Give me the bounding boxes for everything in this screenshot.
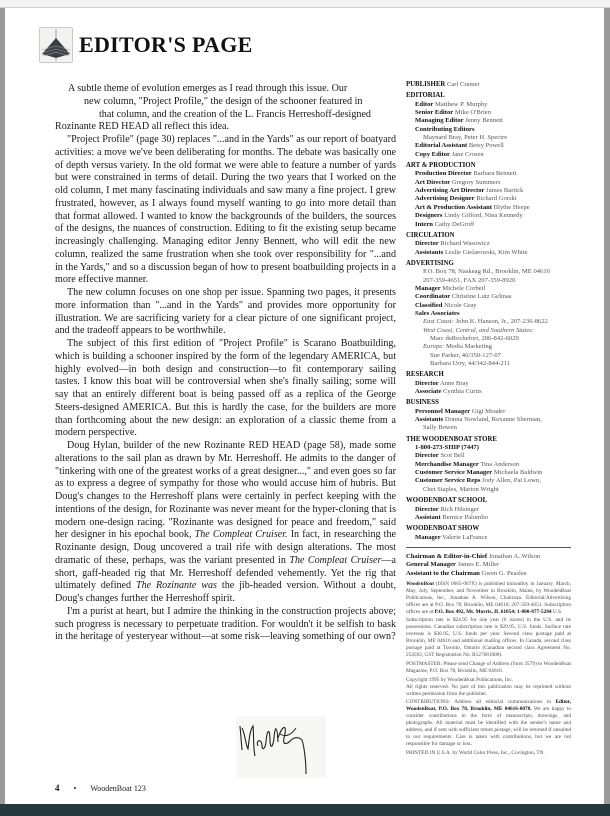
masthead-name: Donna Nowland, Roxanne Sherman, xyxy=(444,416,542,424)
page-folio xyxy=(55,783,146,793)
masthead-section-heading: ADVERTISING xyxy=(406,259,454,267)
subscription-rates: Subscription rate is $24.95 for one year (6 issues) in the U.S. and its possessions. Canadian subscription rate is $29.95, U.S. funds. Surface rate overseas is $36.95, U.S. funds per year. Second class postage paid at Brooklin, ME 04616 and additional mailing offices. In Canada, second class postage paid at Toronto, Ontario (Canadian second class Agreement No. 254592, GST Registration No. R127081008). xyxy=(406,617,571,658)
viewer-scrollbar[interactable] xyxy=(604,8,610,804)
rights-notice: All rights reserved. No part of this publication may be reprinted without written permission from the publisher. xyxy=(406,683,571,697)
masthead-role: Classified xyxy=(415,301,443,309)
viewer-top-bar xyxy=(0,0,610,8)
book-title: The Compleat Cruiser xyxy=(289,554,382,566)
contributions-lead: CONTRIBUTIONS: Address all editorial communications to xyxy=(406,699,556,706)
masthead-name: Nicole Gray xyxy=(444,301,477,309)
masthead-role: Senior Editor xyxy=(415,109,454,117)
masthead-section-heading: CIRCULATION xyxy=(406,231,455,239)
boat-name: The Rozinante was xyxy=(135,580,217,592)
masthead-entry xyxy=(406,444,571,452)
masthead-role: Assistants xyxy=(415,248,444,256)
printed-notice: PRINTED IN U.S.A. by World Color Press, Inc., Covington, TN. xyxy=(406,749,545,756)
masthead-section-heading: THE WOODENBOAT STORE xyxy=(406,435,497,443)
masthead-detail: Chet Staples, Marion Wright xyxy=(423,485,499,493)
masthead-section xyxy=(406,399,571,432)
masthead-entry xyxy=(406,126,571,134)
masthead-role: General Manager xyxy=(406,561,456,569)
masthead-section-heading: ART & PRODUCTION xyxy=(406,162,476,170)
publication-name: WoodenBoat xyxy=(406,580,434,587)
masthead-detail: Maynard Bray, Peter H. Spectre xyxy=(423,134,508,142)
masthead-role: Manager xyxy=(415,533,441,541)
masthead-role: Director xyxy=(415,240,439,248)
masthead-entry xyxy=(406,187,571,195)
masthead-name: Blythe Heepe xyxy=(493,203,530,211)
masthead-section xyxy=(406,232,571,257)
masthead-role: Designers xyxy=(415,212,443,220)
contributions-address: Editor, WoodenBoat, P.O. Box 78, Brooklin, ME 04616-0078. xyxy=(406,699,571,713)
masthead-role: Chairman & Editor-in-Chief xyxy=(406,552,488,560)
masthead-role: Coordinator xyxy=(415,293,451,301)
masthead-role: Managing Editor xyxy=(415,117,464,125)
publication-statement xyxy=(406,581,571,616)
masthead-detail: P.O. Box 78, Naskeag Rd., Brooklin, ME 04616 xyxy=(423,268,550,276)
intro-line: that column, and the creation of the L. Francis Herreshoff-designed xyxy=(99,108,371,120)
masthead-sections xyxy=(406,92,571,542)
masthead-role: Assistant to the Chairman xyxy=(406,569,480,577)
masthead-entry xyxy=(406,477,571,485)
masthead-entry xyxy=(406,221,571,229)
article-paragraph xyxy=(55,440,396,606)
closing-paragraph: I'm a purist at heart, but I admire the thinking in the construction projects above; such progress is necessary to perpetuate tradition. For wouldn't it be selfish to bask in the heritage of yesteryear without—at some risk—leaving something of our own? xyxy=(55,605,396,643)
masthead-name: Leslie Gielarowski, Kim White xyxy=(444,248,528,256)
masthead-role: Director xyxy=(415,505,439,513)
masthead-entry xyxy=(406,534,571,542)
intro-line: A subtle theme of evolution emerges as I read through this issue. Our xyxy=(68,83,348,94)
masthead-entry xyxy=(406,240,571,248)
masthead-section xyxy=(406,525,571,542)
masthead-entry xyxy=(406,380,571,388)
text-run: In fact, in researching the Rozinante design, Doug uncovered a trail rife with design alterations. The most dramatic of these, perhaps, was the variant presented in xyxy=(55,529,397,566)
region-label: Europe: xyxy=(423,343,445,351)
contributions-body: We are happy to consider contributions in the form of manuscripts, drawings, and photographs. All material must be identified with the sender's name and address, and if sent with sufficient return postage, will be returned if unsuited to our requirements. Care is taken with contributions, but we are not responsible for damage or loss. xyxy=(406,706,571,747)
masthead xyxy=(406,81,571,759)
masthead-name: Richard Gorski xyxy=(476,195,517,203)
masthead-role: Director xyxy=(415,379,439,387)
masthead-name: Gwen G. Peaslee xyxy=(481,569,527,577)
masthead-role: Editorial Assistant xyxy=(415,142,468,150)
masthead-entry xyxy=(406,117,571,125)
intro-line: Rozinante RED HEAD all reflect this idea. xyxy=(55,121,230,133)
masthead-name: Richard Wasowicz xyxy=(440,240,490,248)
masthead-detail: Barbara Urry, 44/342-844-211 xyxy=(430,360,511,367)
masthead-name: Bernice Palumbo xyxy=(442,513,488,521)
masthead-section-heading: RESEARCH xyxy=(406,371,444,379)
region-label: West Coast, Central, and Southern States: xyxy=(423,326,534,334)
masthead-entry xyxy=(406,195,571,203)
masthead-name: Cathy DeGroff xyxy=(434,220,475,228)
masthead-section xyxy=(406,260,571,368)
masthead-section-heading: BUSINESS xyxy=(406,399,439,407)
contributions-notice xyxy=(406,699,571,747)
subscription-address: P.O. Box 492, Mt. Morris, IL 61054; 1-800-877-5284 xyxy=(434,608,552,615)
masthead-entry xyxy=(406,151,571,159)
masthead-name: Scot Bell xyxy=(440,452,465,460)
masthead-entry xyxy=(406,302,571,310)
folio-separator: • xyxy=(73,783,77,793)
text-run: the jib-headed version. Without a doubt, Doug's changes further the Herreshoff spirit. xyxy=(55,580,397,604)
masthead-detail xyxy=(406,343,571,351)
masthead-name: Jonathan A. Wilson xyxy=(488,552,541,560)
masthead-entry xyxy=(406,212,571,220)
masthead-section-heading: WOODENBOAT SCHOOL xyxy=(406,497,488,505)
masthead-name: James Bartick xyxy=(486,187,524,195)
masthead-name: Rich Hilsinger xyxy=(440,505,479,513)
masthead-role: Art Director xyxy=(415,178,451,186)
masthead-role: Assistants xyxy=(415,416,444,424)
masthead-role: Copy Editor xyxy=(415,150,450,158)
masthead-role: Intern xyxy=(415,220,433,228)
editor-signature xyxy=(236,716,326,778)
masthead-name: Carl Cramer xyxy=(446,81,480,88)
publication-info: (ISSN 0005-067X) is published bimonthly in January, March, May, July, September, and November in Brooklin, Maine, by WoodenBoat Publications, Inc., Jonathan A. Wilson, Chairman. Editorial/Advertising offices are at P.O. Box 78, Brooklin, ME 04616; 207-359-4651. Subscription offices are at xyxy=(406,580,571,615)
text-run: Doug Hylan, builder of the new Rozinante RED HEAD (page 58), made some alterations to the sail plan as drawn by Mr. Herreshoff. He admits to the danger of "tinkering with one of the greatest works of a great designer...," and even goes so far as to express a degree of sympathy for those who would accuse him of hubris. But Doug's changes to the Herreshoff plans were certainly in perfect keeping with the intentions of the design, for Rozinante was never meant for the hyper-cloning that is modern one-design racing. "Rozinante was designed for peace and freedom," said her designer in his epochal book, xyxy=(55,440,396,541)
book-title: The Compleat Cruiser. xyxy=(194,529,288,541)
masthead-entry xyxy=(406,461,571,469)
masthead-entry xyxy=(406,204,571,212)
masthead-section-heading: EDITORIAL xyxy=(406,92,445,100)
masthead-name: Matthew P. Murphy xyxy=(434,100,488,108)
masthead-name: Valerie LaFrance xyxy=(442,533,488,541)
article-paragraph: The new column focuses on one shop per issue. Spanning two pages, it presents more information than "...and in the Yards" and provides more opportunity for illustration. We are sacrificing variety for a clear picture of one significant project, and the tradeoff appears to be worthwhile. xyxy=(55,287,396,337)
executive-entry xyxy=(406,553,571,561)
masthead-detail: Sue Parker, 46/350-127-07 xyxy=(430,351,501,359)
postmaster-notice: POSTMASTER: Please send Change of Address (form 3579) to WoodenBoat Magazine, P.O. Box 78, Brooklin, ME 04616. xyxy=(406,660,571,674)
masthead-detail xyxy=(406,318,571,326)
masthead-role: Sales Associates xyxy=(415,309,460,317)
masthead-section xyxy=(406,371,571,396)
masthead-role: Art & Production Assistant xyxy=(415,203,492,211)
masthead-name: Jody Allen, Pat Lown, xyxy=(482,477,541,485)
masthead-name: Michaela Baldwin xyxy=(493,469,543,477)
masthead-entry xyxy=(406,469,571,477)
masthead-detail-text: Media Marketing xyxy=(444,343,492,351)
masthead-detail xyxy=(406,327,571,335)
masthead-divider xyxy=(406,547,571,548)
masthead-entry xyxy=(406,285,571,293)
masthead-section-heading: WOODENBOAT SHOW xyxy=(406,525,480,533)
masthead-publisher xyxy=(406,81,571,89)
masthead-name: Gigi Meader xyxy=(471,407,506,415)
masthead-role: Advertising Designer xyxy=(415,195,475,203)
article-paragraph: The subject of this first edition of "Project Profile" is Scarano Boatbuilding, which is building a schooner inspired by the form of the legendary AMERICA, but highly evolved—in both design and construction—to fit contemporary sailing tastes. I know this boat will be controversial when she's finally sailing; some will say that an entirely different boat is being passed off as a replica of the George Steers-designed AMERICA. But this is hardly the case, for the builders are more than forthcoming about the new design: an exploration of a classic theme from a modern perspective. xyxy=(55,338,396,439)
masthead-section xyxy=(406,162,571,229)
region-label: East Coast: xyxy=(423,318,454,326)
copyright-notice: Copyright 1995 by WoodenBoat Publications, Inc. xyxy=(406,676,514,683)
masthead-entry xyxy=(406,408,571,416)
masthead-name: Tina Anderson xyxy=(480,460,520,468)
masthead-name: Jenny Bennett xyxy=(465,117,503,125)
masthead-role: Customer Service Manager xyxy=(415,469,493,477)
masthead-role: PUBLISHER xyxy=(406,81,446,88)
masthead-name: James E. Miller xyxy=(457,561,500,569)
masthead-name: Barbara Bennett xyxy=(473,170,517,178)
article-paragraph: "Project Profile" (page 30) replaces "...and in the Yards" as our report of boatyard activities: a move we've been deliberating for months. The debate was basically one of depth versus variety. In the old format we were able to feature a number of yards but were constrained in terms of detail. During the two years that I worked on the old column, I met many fascinating individuals and saw many a fine project. I grew frustrated, however, as I always found myself wanting to go into more detail than that format allowed. I wanted to know the backgrounds of the builders, the sources of the designs, the nuances of construction. Editing to fit the existing setup became increasingly challenging. Managing editor Jenny Bennett, who will edit the new column, realized the same frustration when she took over responsibility for "...and in the Yards," and so a discussion began of how to present boatbuilding projects in a more effective manner. xyxy=(55,134,397,286)
page-title: EDITOR'S PAGE xyxy=(79,32,253,57)
masthead-section xyxy=(406,436,571,494)
viewer-left-edge xyxy=(0,8,5,804)
masthead-detail: Sally Bowen xyxy=(423,424,457,432)
woodenboat-hull-logo-icon xyxy=(39,27,73,63)
masthead-name: Mike O'Brien xyxy=(454,109,491,117)
issue-label: WoodenBoat 123 xyxy=(90,783,146,793)
masthead-role: Customer Service Reps xyxy=(415,477,481,485)
masthead-executives xyxy=(406,553,571,578)
masthead-detail: 207-359-4651, FAX 207-359-8920 xyxy=(423,276,516,284)
masthead-section xyxy=(406,92,571,159)
masthead-role: Advertising Art Director xyxy=(415,187,485,195)
masthead-entry xyxy=(406,416,571,424)
masthead-name: Gregory Summers xyxy=(451,178,501,186)
masthead-entry xyxy=(406,179,571,187)
masthead-name: Betsy Powell xyxy=(468,142,504,150)
masthead-name: Michele Corbeil xyxy=(442,284,486,292)
masthead-role: Production Director xyxy=(415,170,472,178)
masthead-role: Personnel Manager xyxy=(415,407,471,415)
masthead-role: Manager xyxy=(415,284,441,292)
masthead-entry xyxy=(406,109,571,117)
executive-entry xyxy=(406,570,571,578)
masthead-role: Assistant xyxy=(415,513,441,521)
masthead-role: Editor xyxy=(415,100,434,108)
masthead-entry xyxy=(406,142,571,150)
masthead-entry xyxy=(406,506,571,514)
masthead-role: 1-800-273-SHIP (7447) xyxy=(415,444,479,452)
masthead-entry xyxy=(406,101,571,109)
masthead-entry xyxy=(406,388,571,396)
viewer-bottom-bar xyxy=(0,804,610,816)
masthead-detail-text: John K. Hanson, Jr., 207-236-8622 xyxy=(453,318,548,326)
masthead-detail: Marc deRochefort, 206-842-6029 xyxy=(430,334,519,342)
masthead-entry xyxy=(406,170,571,178)
masthead-entry xyxy=(406,293,571,301)
masthead-entry xyxy=(406,514,571,522)
masthead-name: Anne Bray xyxy=(439,379,469,387)
page-number: 4 xyxy=(55,783,60,793)
masthead-role: Associate xyxy=(415,388,442,396)
executive-entry xyxy=(406,561,571,569)
text-run: —a short, gaff-headed rig that Mr. Herreshoff defended vehemently. Yet the rig that ultimately defined xyxy=(55,554,396,592)
masthead-name: Christine Lutz Gelinas xyxy=(451,293,512,301)
intro-paragraph xyxy=(55,83,396,134)
subscription-address-tail: U.S. xyxy=(551,608,563,615)
masthead-entry xyxy=(406,452,571,460)
intro-line: new column, "Project Profile," the design of the schooner featured in xyxy=(84,95,363,107)
masthead-role: Contributing Editors xyxy=(415,125,475,133)
masthead-name: Lindy Gifford, Nina Kennedy xyxy=(444,212,523,220)
masthead-name: Jane Crosen xyxy=(451,150,484,158)
masthead-section xyxy=(406,497,571,522)
editorial-article xyxy=(55,83,396,644)
masthead-role: Director xyxy=(415,452,439,460)
masthead-entry xyxy=(406,249,571,257)
page-header xyxy=(39,27,253,63)
masthead-name: Cynthia Curtis xyxy=(443,388,482,396)
masthead-role: Merchandise Manager xyxy=(415,460,479,468)
masthead-entry xyxy=(406,310,571,318)
